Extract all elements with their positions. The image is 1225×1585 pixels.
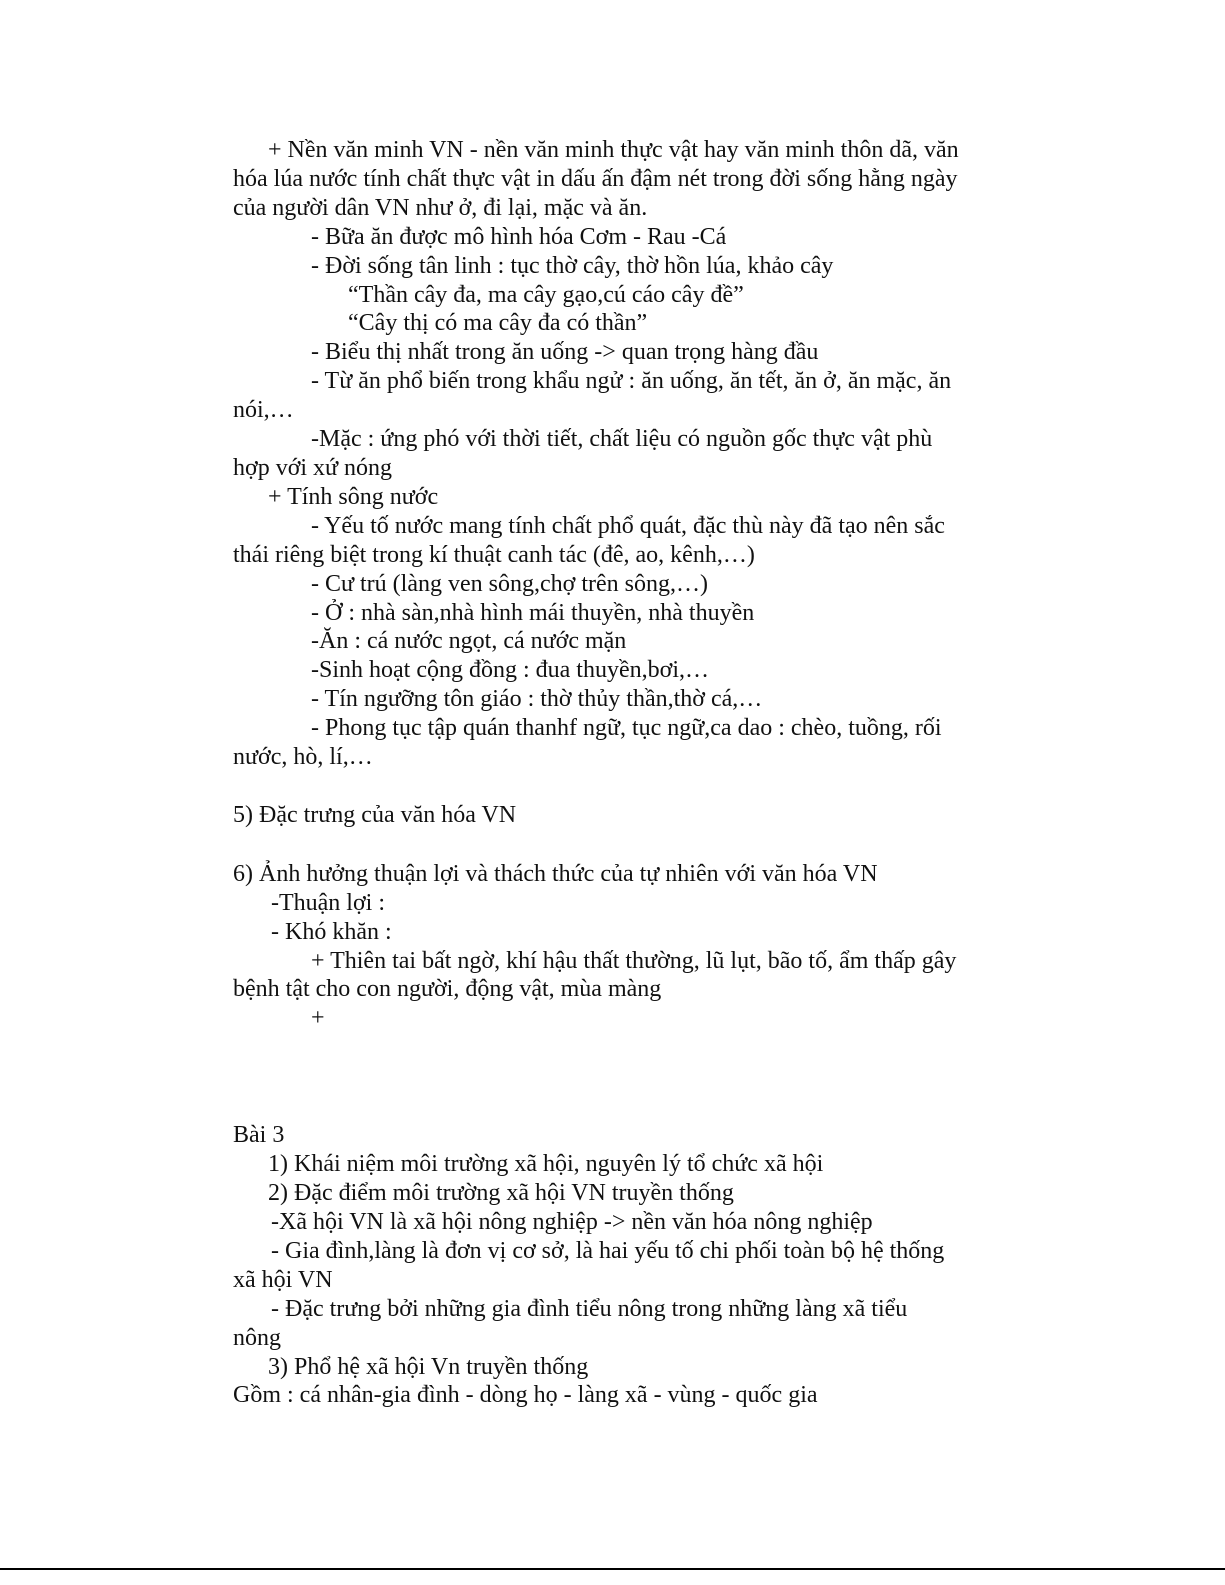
text-line: Gồm : cá nhân-gia đình - dòng họ - làng xã - vùng - quốc gia [233,1382,818,1409]
blank-line [0,772,1225,801]
text-line: nói,… [233,397,294,424]
section-heading: 6) Ảnh hưởng thuận lợi và thách thức của tự nhiên với văn hóa VN [233,860,878,887]
text-line: hóa lúa nước tính chất thực vật in dấu ấn đậm nét trong đời sống hằng ngày [233,165,958,192]
document-body [0,136,1225,1410]
text-line: -Ăn : cá nước ngọt, cá nước mặn [311,628,627,655]
quote-line: “Thần cây đa, ma cây gạo,cú cáo cây đề” [348,281,744,308]
blank-line [0,830,1225,860]
text-line: + Thiên tai bất ngờ, khí hậu thất thường, lũ lụt, bão tố, ẩm thấp gây [311,947,957,974]
text-line: - Khó khăn : [271,918,392,945]
text-line: + Nền văn minh VN - nền văn minh thực vật hay văn minh thôn dã, văn [268,137,959,163]
text-line: + [311,1005,325,1032]
page-bottom-rule [0,1568,1225,1570]
text-line: của người dân VN như ở, đi lại, mặc và ăn. [233,194,648,221]
text-line: -Sinh hoạt cộng đồng : đua thuyền,bơi,… [311,657,709,684]
text-line: + Tính sông nước [268,483,439,510]
text-line: -Thuận lợi : [271,889,385,916]
text-line: hợp với xứ nóng [233,454,393,481]
text-line: nước, hò, lí,… [233,744,373,771]
section-heading: 3) Phổ hệ xã hội Vn truyền thống [268,1353,589,1380]
blank-space [0,1033,1225,1121]
text-line: xã hội VN [233,1266,333,1293]
text-line: - Phong tục tập quán thanhf ngữ, tục ngữ,ca dao : chèo, tuồng, rối [311,715,942,742]
lesson-heading: Bài 3 [233,1122,285,1149]
section-heading: 2) Đặc điểm môi trường xã hội VN truyền thống [268,1180,734,1207]
text-line: - Biểu thị nhất trong ăn uống -> quan trọng hàng đầu [311,339,819,366]
text-line: thái riêng biệt trong kí thuật canh tác (đê, ao, kênh,…) [233,541,755,568]
text-line: - Ở : nhà sàn,nhà hình mái thuyền, nhà thuyền [311,599,755,626]
section-heading: 5) Đặc trưng của văn hóa VN [233,801,517,828]
quote-line: “Cây thị có ma cây đa có thần” [348,310,648,337]
text-line: - Tín ngưỡng tôn giáo : thờ thủy thần,thờ cá,… [311,686,763,713]
section-heading: 1) Khái niệm môi trường xã hội, nguyên lý tổ chức xã hội [268,1151,824,1178]
text-line: -Xã hội VN là xã hội nông nghiệp -> nền văn hóa nông nghiệp [271,1209,873,1235]
text-line: - Bữa ăn được mô hình hóa Cơm - Rau -Cá [311,223,727,250]
text-line: - Yếu tố nước mang tính chất phổ quát, đặc thù này đã tạo nên sắc [311,512,945,539]
text-line: - Đời sống tân linh : tục thờ cây, thờ hồn lúa, khảo cây [311,252,834,279]
text-line: - Gia đình,làng là đơn vị cơ sở, là hai yếu tố chi phối toàn bộ hệ thống [271,1237,945,1264]
text-line: - Từ ăn phổ biến trong khẩu ngử : ăn uống, ăn tết, ăn ở, ăn mặc, ăn [311,368,952,395]
text-line: -Mặc : ứng phó với thời tiết, chất liệu có nguồn gốc thực vật phù [311,426,933,453]
text-line: bệnh tật cho con người, động vật, mùa màng [233,976,662,1003]
text-line: - Cư trú (làng ven sông,chợ trên sông,…) [311,570,708,597]
text-line: nông [233,1324,281,1351]
text-line: - Đặc trưng bởi những gia đình tiểu nông trong những làng xã tiểu [271,1295,908,1322]
